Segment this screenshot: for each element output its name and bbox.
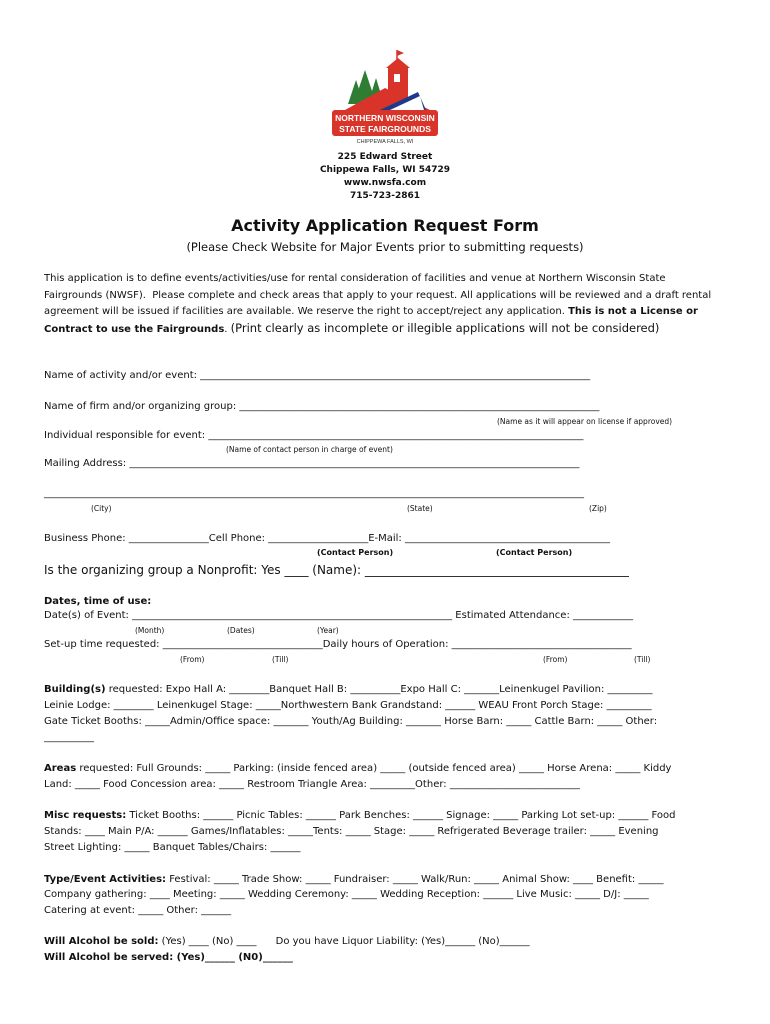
hours-till-label: (Till) — [634, 655, 651, 664]
buildings-text-1: requested: Expo Hall A: ________Banquet Hall B: __________Expo Hall C: _______Leinenkugel Pavilion: _________ — [105, 684, 653, 695]
setup-from-label: (From) — [180, 655, 205, 664]
intro-line-3-text: agreement will be issued if facilities are available. We reserve the right to accept/reject any application. — [44, 306, 569, 317]
dates-heading: Dates, time of use: — [44, 596, 152, 607]
nonprofit-field[interactable]: Is the organizing group a Nonprofit: Yes ____ (Name): ____________________________________________ — [44, 563, 629, 577]
setup-field[interactable]: Set-up time requested: ________________________________Daily hours of Operation: ____________________________________ — [44, 639, 632, 650]
individual-note: (Name of contact person in charge of event) — [226, 445, 393, 454]
contact-person-1: (Contact Person) — [317, 548, 394, 557]
areas-line-1[interactable] — [44, 763, 671, 774]
buildings-line-4[interactable]: __________ — [44, 732, 94, 743]
zip-label: (Zip) — [589, 504, 607, 513]
address-city: Chippewa Falls, WI 54729 — [319, 165, 451, 175]
logo-line3: CHIPPEWA FALLS, WI — [356, 139, 414, 145]
buildings-line-2[interactable]: Leinie Lodge: ________ Leinenkugel Stage: _____Northwestern Bank Grandstand: ______ WEAU Front Porch Stage: _________ — [44, 700, 652, 711]
city-label: (City) — [91, 504, 112, 513]
address-phone: 715-723-2861 — [349, 191, 421, 201]
page-subtitle: (Please Check Website for Major Events prior to submitting requests) — [186, 240, 584, 254]
intro-line-4-note: (Print clearly as incomplete or illegible applications will not be considered) — [230, 321, 660, 335]
intro-line-4-dot: . — [224, 324, 231, 335]
nwsf-logo — [330, 48, 440, 148]
event-dates-field[interactable]: Date(s) of Event: ________________________________________________________________ Estimated Attendance: ____________ — [44, 610, 633, 621]
mailing-field-2[interactable]: ____________________________________________________________________________________________________________ — [44, 488, 584, 499]
areas-label: Areas — [44, 763, 77, 774]
buildings-label: Building(s) — [44, 684, 106, 695]
intro-line-4-bold: Contract to use the Fairgrounds — [44, 324, 225, 335]
intro-line-2: Fairgrounds (NWSF). Please complete and check areas that apply to your request. All applications will be reviewed and a draft rental — [44, 290, 712, 301]
types-label: Type/Event Activities: — [44, 874, 167, 885]
phones-field[interactable]: Business Phone: ________________Cell Phone: ____________________E-Mail: _________________________________________ — [44, 533, 610, 544]
address-street: 225 Edward Street — [337, 152, 433, 162]
page-title: Activity Application Request Form — [231, 216, 539, 235]
misc-line-2[interactable]: Stands: ____ Main P/A: ______ Games/Inflatables: _____Tents: _____ Stage: _____ Refrigerated Beverage trailer: _____ Evening — [44, 826, 659, 837]
intro-line-1: This application is to define events/activities/use for rental consideration of facilities and venue at Northern Wisconsin State — [44, 273, 666, 284]
misc-line-3[interactable]: Street Lighting: _____ Banquet Tables/Chairs: ______ — [44, 842, 301, 853]
misc-line-1[interactable] — [44, 810, 676, 821]
intro-line-4 — [44, 321, 659, 335]
state-label: (State) — [407, 504, 433, 513]
address-web[interactable]: www.nwsfa.com — [343, 178, 427, 188]
month-label: (Month) — [135, 626, 165, 635]
mailing-field[interactable]: Mailing Address: __________________________________________________________________________________________ — [44, 458, 580, 469]
types-line-1[interactable] — [44, 874, 663, 885]
setup-till-label: (Till) — [272, 655, 289, 664]
buildings-line-1[interactable] — [44, 684, 653, 695]
types-line-2[interactable]: Company gathering: ____ Meeting: _____ Wedding Ceremony: _____ Wedding Reception: ______ Live Music: _____ D/J: _____ — [44, 889, 649, 900]
types-text-1: Festival: _____ Trade Show: _____ Fundraiser: _____ Walk/Run: _____ Animal Show: ____ Benefit: _____ — [166, 874, 664, 885]
individual-field[interactable]: Individual responsible for event: ___________________________________________________________________________ — [44, 430, 584, 441]
dates-label: (Dates) — [227, 626, 255, 635]
alcohol-sold-text: (Yes) ____ (No) ____ Do you have Liquor Liability: (Yes)______ (No)______ — [158, 936, 530, 947]
logo-line1: NORTHERN WISCONSIN — [335, 113, 435, 123]
misc-text-1: Ticket Booths: ______ Picnic Tables: ______ Park Benches: ______ Signage: _____ Parking Lot set-up: ______ Food — [126, 810, 676, 821]
firm-field[interactable]: Name of firm and/or organizing group: ________________________________________________________________________ — [44, 401, 600, 412]
intro-line-3-bold: This is not a License or — [568, 306, 698, 317]
logo-line2: STATE FAIRGROUNDS — [339, 124, 431, 134]
misc-label: Misc requests: — [44, 810, 127, 821]
contact-person-2: (Contact Person) — [496, 548, 573, 557]
areas-text-1: requested: Full Grounds: _____ Parking: (inside fenced area) _____ (outside fenced area) _____ Horse Arena: _____ Kiddy — [76, 763, 672, 774]
alcohol-served-line[interactable]: Will Alcohol be served: (Yes)______ (N0)______ — [44, 952, 293, 963]
areas-line-2[interactable]: Land: _____ Food Concession area: _____ Restroom Triangle Area: _________Other: __________________________ — [44, 779, 580, 790]
hours-from-label: (From) — [543, 655, 568, 664]
buildings-line-3[interactable]: Gate Ticket Booths: _____Admin/Office space: _______ Youth/Ag Building: _______ Horse Barn: _____ Cattle Barn: _____ Other: — [44, 716, 658, 727]
intro-line-3 — [44, 306, 698, 317]
firm-note: (Name as it will appear on license if approved) — [497, 417, 673, 426]
alcohol-sold-line[interactable] — [44, 936, 530, 947]
year-label: (Year) — [317, 626, 339, 635]
activity-field[interactable]: Name of activity and/or event: ______________________________________________________________________________ — [44, 370, 591, 381]
types-line-3[interactable]: Catering at event: _____ Other: ______ — [44, 905, 232, 916]
alcohol-sold-label: Will Alcohol be sold: — [44, 936, 159, 947]
